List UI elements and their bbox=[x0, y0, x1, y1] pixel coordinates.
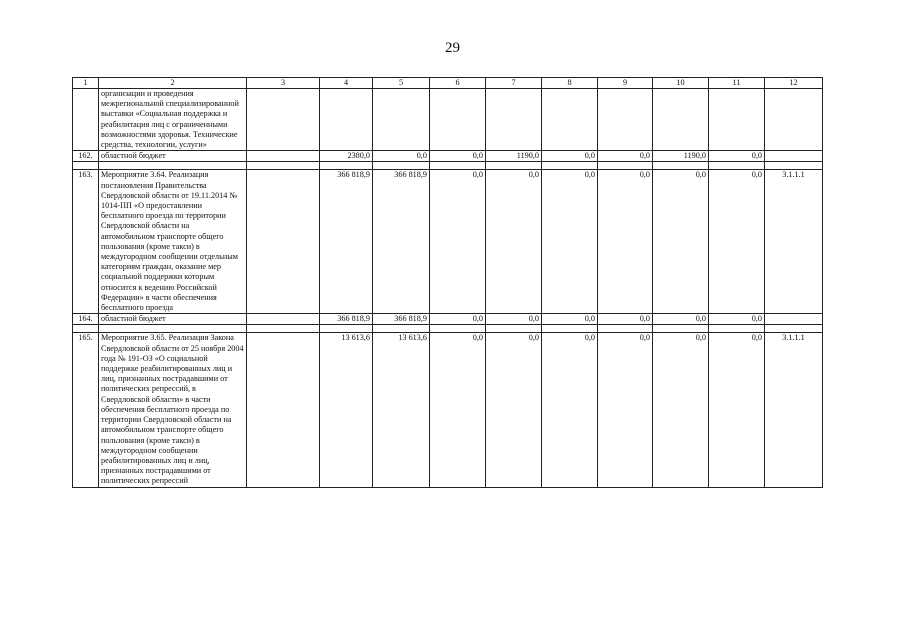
cell-col6: 0,0 bbox=[430, 333, 486, 487]
program-table bbox=[72, 77, 823, 488]
row-description: Мероприятие 3.64. Реализация постановления Правительства Свердловской области от 19.11.2014 № 1014-ПП «О предоставлении бесплатного проезда по территории Свердловской области на автомобильном транспорте общего пользования (кроме такси) в междугородном сообщении отдельным категориям граждан, оказание мер социальной поддержки которым относится к ведению Российской Федерации» в части обеспечения бесплатного проезда bbox=[99, 170, 247, 314]
cell-col9: 0,0 bbox=[598, 314, 653, 325]
cell-col12 bbox=[765, 89, 823, 151]
row-description: организации и проведения межрегиональной специализированной выставки «Социальная поддержка и реабилитация лиц с ограниченными возможностями здоровья. Технические средства, технологии, услуги» bbox=[99, 89, 247, 151]
table-row bbox=[73, 151, 823, 162]
cell-col6: 0,0 bbox=[430, 170, 486, 314]
spacer-row bbox=[73, 325, 823, 333]
cell-col9 bbox=[598, 89, 653, 151]
cell-col3 bbox=[247, 333, 320, 487]
cell-col8 bbox=[542, 89, 598, 151]
column-header: 10 bbox=[653, 78, 709, 89]
cell-col3 bbox=[247, 314, 320, 325]
row-number: 162. bbox=[73, 151, 99, 162]
cell-col11: 0,0 bbox=[709, 170, 765, 314]
column-header: 12 bbox=[765, 78, 823, 89]
cell-col4: 366 818,9 bbox=[320, 170, 373, 314]
table-row bbox=[73, 170, 823, 314]
row-number: 164. bbox=[73, 314, 99, 325]
spacer-row bbox=[73, 162, 823, 170]
row-number bbox=[73, 89, 99, 151]
cell-col8: 0,0 bbox=[542, 333, 598, 487]
cell-col10 bbox=[653, 89, 709, 151]
column-header: 3 bbox=[247, 78, 320, 89]
cell-col3 bbox=[247, 151, 320, 162]
cell-col7: 0,0 bbox=[486, 333, 542, 487]
cell-col6: 0,0 bbox=[430, 151, 486, 162]
cell-col10: 0,0 bbox=[653, 333, 709, 487]
cell-col4 bbox=[320, 89, 373, 151]
row-description: областной бюджет bbox=[99, 151, 247, 162]
table-row bbox=[73, 333, 823, 487]
cell-col6 bbox=[430, 89, 486, 151]
column-header: 1 bbox=[73, 78, 99, 89]
cell-col7: 1190,0 bbox=[486, 151, 542, 162]
column-header: 5 bbox=[373, 78, 430, 89]
column-header: 8 bbox=[542, 78, 598, 89]
cell-col4: 366 818,9 bbox=[320, 314, 373, 325]
cell-col3 bbox=[247, 89, 320, 151]
cell-col4: 13 613,6 bbox=[320, 333, 373, 487]
cell-col5: 366 818,9 bbox=[373, 170, 430, 314]
cell-col11 bbox=[709, 89, 765, 151]
cell-col12 bbox=[765, 151, 823, 162]
cell-col10: 0,0 bbox=[653, 170, 709, 314]
page-number: 29 bbox=[445, 40, 460, 56]
row-number: 165. bbox=[73, 333, 99, 487]
cell-col4: 2380,0 bbox=[320, 151, 373, 162]
row-description: областной бюджет bbox=[99, 314, 247, 325]
cell-col5: 0,0 bbox=[373, 151, 430, 162]
cell-col5: 366 818,9 bbox=[373, 314, 430, 325]
row-description: Мероприятие 3.65. Реализация Закона Свердловской области от 25 ноября 2004 года № 191-ОЗ «О социальной поддержке реабилитированных лиц и лиц, признанных пострадавшими от политических репрессий, в Свердловской области» в части обеспечения бесплатного проезда по территории Свердловской области на автомобильном транспорте общего пользования (кроме такси) в междугородном сообщении реабилитированных лиц и лиц, признанных пострадавшими от политических репрессий bbox=[99, 333, 247, 487]
cell-col7: 0,0 bbox=[486, 170, 542, 314]
column-header: 9 bbox=[598, 78, 653, 89]
cell-col12: 3.1.1.1 bbox=[765, 170, 823, 314]
cell-col9: 0,0 bbox=[598, 333, 653, 487]
cell-col7 bbox=[486, 89, 542, 151]
header-row bbox=[73, 78, 823, 89]
cell-col5: 13 613,6 bbox=[373, 333, 430, 487]
cell-col11: 0,0 bbox=[709, 333, 765, 487]
cell-col6: 0,0 bbox=[430, 314, 486, 325]
cell-col12: 3.1.1.1 bbox=[765, 333, 823, 487]
table-row bbox=[73, 89, 823, 151]
column-header: 7 bbox=[486, 78, 542, 89]
row-number: 163. bbox=[73, 170, 99, 314]
column-header: 4 bbox=[320, 78, 373, 89]
cell-col11: 0,0 bbox=[709, 151, 765, 162]
column-header: 2 bbox=[99, 78, 247, 89]
cell-col8: 0,0 bbox=[542, 151, 598, 162]
cell-col8: 0,0 bbox=[542, 314, 598, 325]
cell-col12 bbox=[765, 314, 823, 325]
column-header: 6 bbox=[430, 78, 486, 89]
cell-col8: 0,0 bbox=[542, 170, 598, 314]
table-row bbox=[73, 314, 823, 325]
cell-col5 bbox=[373, 89, 430, 151]
cell-col9: 0,0 bbox=[598, 170, 653, 314]
cell-col10: 0,0 bbox=[653, 314, 709, 325]
cell-col9: 0,0 bbox=[598, 151, 653, 162]
column-header: 11 bbox=[709, 78, 765, 89]
cell-col11: 0,0 bbox=[709, 314, 765, 325]
cell-col7: 0,0 bbox=[486, 314, 542, 325]
cell-col10: 1190,0 bbox=[653, 151, 709, 162]
cell-col3 bbox=[247, 170, 320, 314]
